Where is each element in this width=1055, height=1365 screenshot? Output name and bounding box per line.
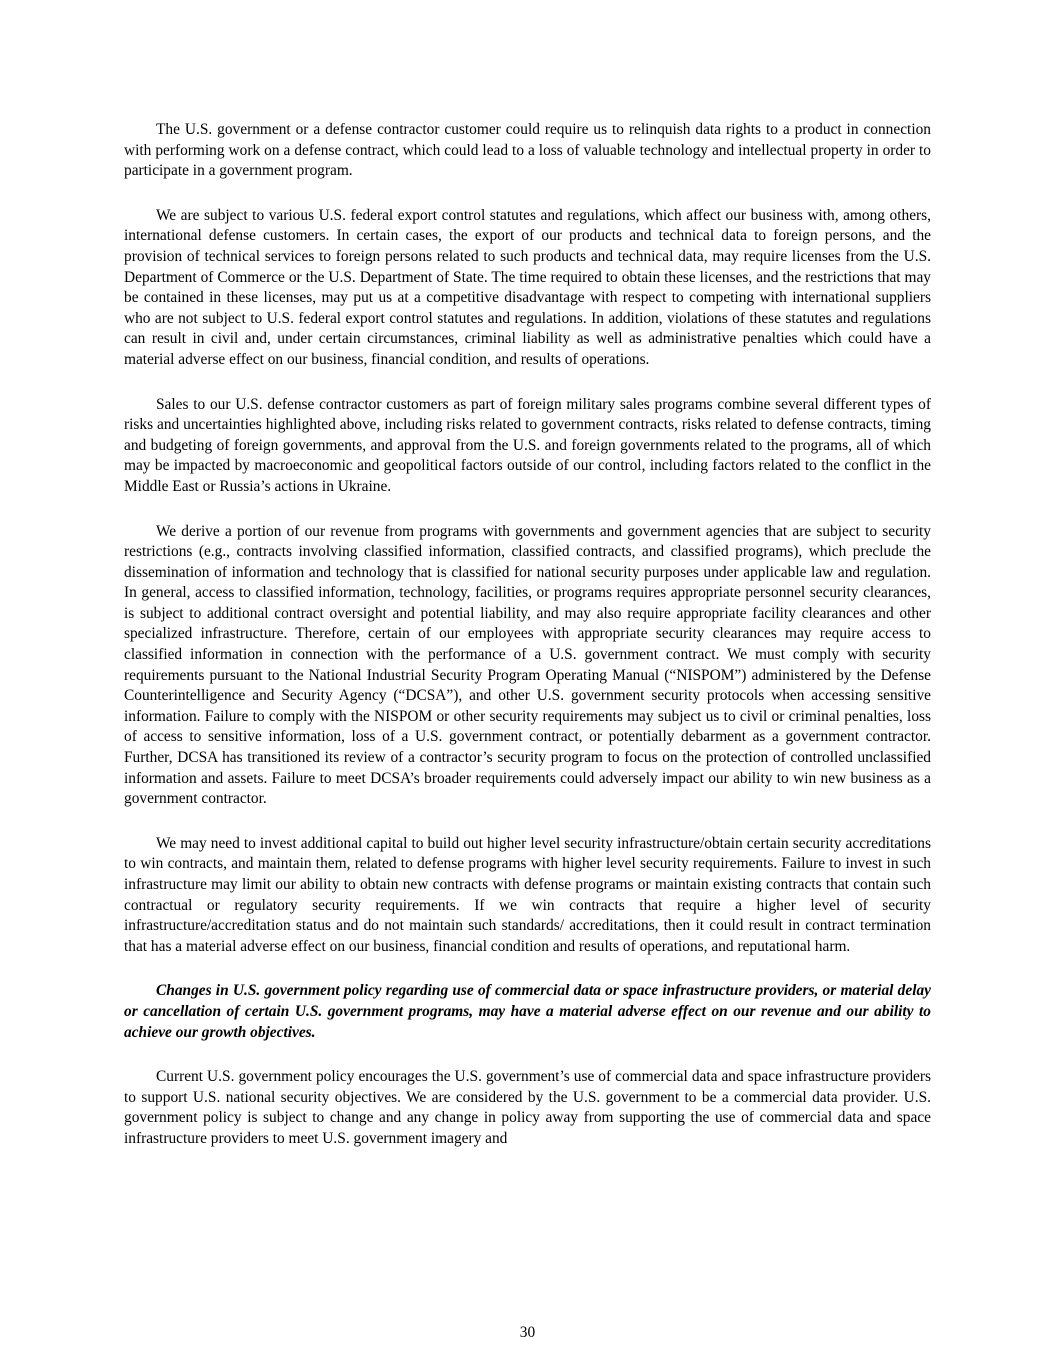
paragraph-export-control: We are subject to various U.S. federal export control statutes and regulations, which affect our business with, among others, international defense customers. In certain cases, the export of our products and technical data to foreign persons, and the provision of technical services to foreign persons related to such products and technical data, may require licenses from the U.S. Department of Commerce or the U.S. Department of State. The time required to obtain these licenses, and the restrictions that may be contained in these licenses, may put us at a competitive disadvantage with respect to competing with international suppliers who are not subject to U.S. federal export control statutes and regulations. In addition, violations of these statutes and regulations can result in civil and, under certain circumstances, criminal liability as well as administrative penalties which could have a material adverse effect on our business, financial condition, and results of operations. (124, 206, 931, 368)
paragraph-data-rights: The U.S. government or a defense contractor customer could require us to relinquish data rights to a product in connection with performing work on a defense contract, which could lead to a loss of valuable technology and intellectual property in order to participate in a government program. (124, 121, 931, 180)
paragraph-foreign-military-sales: Sales to our U.S. defense contractor customers as part of foreign military sales programs combine several different types of risks and uncertainties highlighted above, including risks related to government contracts, risks related to defense contracts, timing and budgeting of foreign governments, and approval from the U.S. and foreign governments related to the programs, all of which may be impacted by macroeconomic and geopolitical factors outside of our control, including factors related to the conflict in the Middle East or Russia’s actions in Ukraine. (124, 395, 931, 495)
document-body (124, 120, 931, 1174)
paragraph-government-policy: Current U.S. government policy encourages the U.S. government’s use of commercial data and space infrastructure providers to support U.S. national security objectives. We are considered by the U.S. government to be a commercial data provider. U.S. government policy is subject to change and any change in policy away from supporting the use of commercial data and space infrastructure providers to meet U.S. government imagery and (124, 1068, 931, 1147)
risk-factor-heading: Changes in U.S. government policy regarding use of commercial data or space infrastructure providers, or material delay or cancellation of certain U.S. government programs, may have a material adverse effect on our revenue and our ability to achieve our growth objectives. (124, 982, 931, 1041)
page-number: 30 (519, 1324, 536, 1341)
paragraph-security-infrastructure: We may need to invest additional capital to build out higher level security infrastructure/obtain certain security accreditations to win contracts, and maintain them, related to defense programs with higher level security requirements. Failure to invest in such infrastructure may limit our ability to obtain new contracts with defense programs or maintain existing contracts that contain such contractual or regulatory security requirements. If we win contracts that require a higher level of security infrastructure/accreditation status and do not maintain such standards/ accreditations, then it could result in contract termination that has a material adverse effect on our business, financial condition and results of operations, and reputational harm. (124, 834, 931, 955)
paragraph-security-restrictions: We derive a portion of our revenue from programs with governments and government agencies that are subject to security restrictions (e.g., contracts involving classified information, classified contracts, and classified programs), which preclude the dissemination of information and technology that is classified for national security purposes under applicable law and regulation. In general, access to classified information, technology, facilities, or programs requires appropriate personnel security clearances, is subject to additional contract oversight and potential liability, and may also require appropriate facility clearances and other specialized infrastructure. Therefore, certain of our employees with appropriate security clearances may require access to classified information in connection with the performance of a U.S. government contract. We must comply with security requirements pursuant to the National Industrial Security Program Operating Manual (“NISPOM”) administered by the Defense Counterintelligence and Security Agency (“DCSA”), and other U.S. government security protocols when accessing sensitive information. Failure to comply with the NISPOM or other security requirements may subject us to civil or criminal penalties, loss of access to sensitive information, loss of a U.S. government contract, or potentially debarment as a government contractor. Further, DCSA has transitioned its review of a contractor’s security program to focus on the protection of controlled unclassified information and assets. Failure to meet DCSA’s broader requirements could adversely impact our ability to win new business as a government contractor. (124, 522, 931, 808)
